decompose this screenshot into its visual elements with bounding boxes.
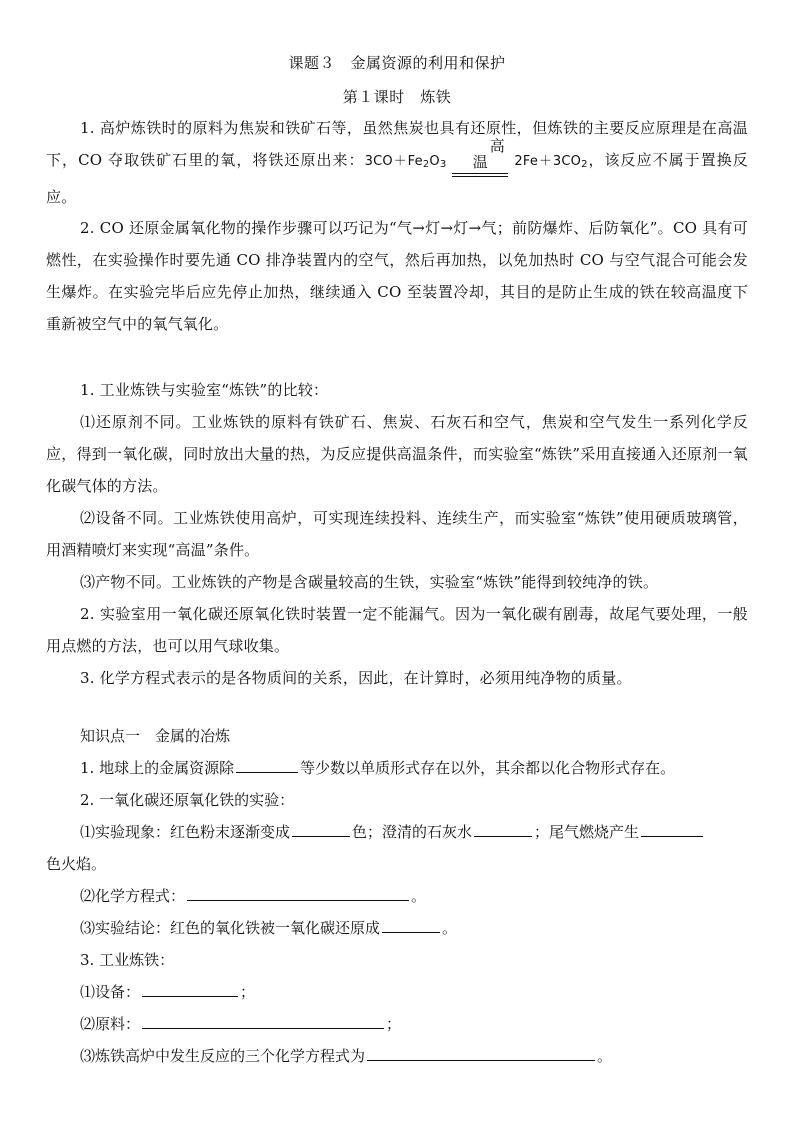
equation-products: $2Fe+3CO_2$ [514, 154, 588, 170]
answer-blank[interactable] [292, 818, 350, 837]
question-2-2: ⑵化学方程式： 。 [80, 880, 426, 912]
lesson-subtitle: 第１课时 炼铁 [342, 88, 452, 106]
note-3: 3. 化学方程式表示的是各物质间的关系，因此，在计算时，必须用纯净物的质量。 [80, 669, 632, 687]
question-3-2: ⑵原料： ； [80, 1008, 401, 1040]
answer-blank[interactable] [367, 1042, 595, 1061]
note-1-2: ⑵设备不同。工业炼铁使用高炉，可实现连续投料、连续生产，而实验室“炼铁”使用硬质玻璃管，用酒精喷灯来实现“高温”条件。 [46, 509, 748, 559]
note-2: 2. 实验室用一氧化碳还原氧化铁时装置一定不能漏气。因为一氧化碳有剧毒，故尾气要处理，一般用点燃的方法，也可以用气球收集。 [46, 605, 748, 655]
answer-blank[interactable] [187, 882, 409, 901]
knowledge-heading: 知识点一 金属的冶炼 [80, 727, 231, 745]
note-1-3: ⑶产物不同。工业炼铁的产物是含碳量较高的生铁，实验室“炼铁”能得到较纯净的铁。 [80, 573, 659, 591]
answer-blank[interactable] [142, 1010, 384, 1029]
answer-blank[interactable] [474, 818, 532, 837]
equation-reactants: $3CO+Fe_2O_3$ [364, 154, 447, 170]
question-2-1: ⑴实验现象：红色粉末逐渐变成 色；澄清的石灰水 ；尾气燃烧产生 [80, 816, 705, 848]
answer-blank[interactable] [641, 818, 703, 837]
question-3-3: ⑶炼铁高炉中发生反应的三个化学方程式为 。 [80, 1040, 612, 1072]
answer-blank[interactable] [236, 754, 298, 773]
question-3-1: ⑴设备： ； [80, 976, 255, 1008]
question-2: 2. 一氧化碳还原氧化铁的实验： [80, 791, 295, 809]
question-1: 1. 地球上的金属资源除 等少数以单质形式存在以外，其余都以化合物形式存在。 [80, 752, 675, 784]
question-2-3: ⑶实验结论：红色的氧化铁被一氧化碳还原成 。 [80, 912, 457, 944]
tip-paragraph-1: 1. 高炉炼铁时的原料为焦炭和铁矿石等，虽然焦炭也具有还原性，但炼铁的主要反应原理是在高温下，CO 夺取铁矿石里的氧，将铁还原出来：$3CO+Fe_2O_3$ 高温 $2Fe+3CO_2$，该反应不属于置换反应。 [46, 119, 748, 206]
note-1: 1. 工业炼铁与实验室“炼铁”的比较： [80, 381, 329, 399]
question-2-1-cont: 色火焰。 [46, 855, 107, 873]
note-1-1: ⑴还原剂不同。工业炼铁的原料有铁矿石、焦炭、石灰石和空气，焦炭和空气发生一系列化学反应，得到一氧化碳，同时放出大量的热，为反应提供高温条件，而实验室“炼铁”采用直接通入还原剂一氧化碳气体的方法。 [46, 413, 748, 495]
tip-paragraph-2: 2. CO 还原金属氧化物的操作步骤可以巧记为“气→灯→灯→气；前防爆炸、后防氧化”。CO 具有可燃性，在实验操作时要先通 CO 排净装置内的空气，然后再加热，以免加热时 CO 与空气混合可能会发生爆炸。在实验完毕后应先停止加热，继续通入 CO 至装置冷却，其目的是防止生成的铁在较高温度下重新被空气中的氧气氧化。 [46, 219, 748, 333]
answer-blank[interactable] [382, 914, 440, 933]
equation-condition: 高温 [452, 144, 508, 178]
lesson-title: 课题３ 金属资源的利用和保护 [288, 54, 506, 72]
answer-blank[interactable] [142, 978, 238, 997]
question-3: 3. 工业炼铁： [80, 951, 175, 969]
